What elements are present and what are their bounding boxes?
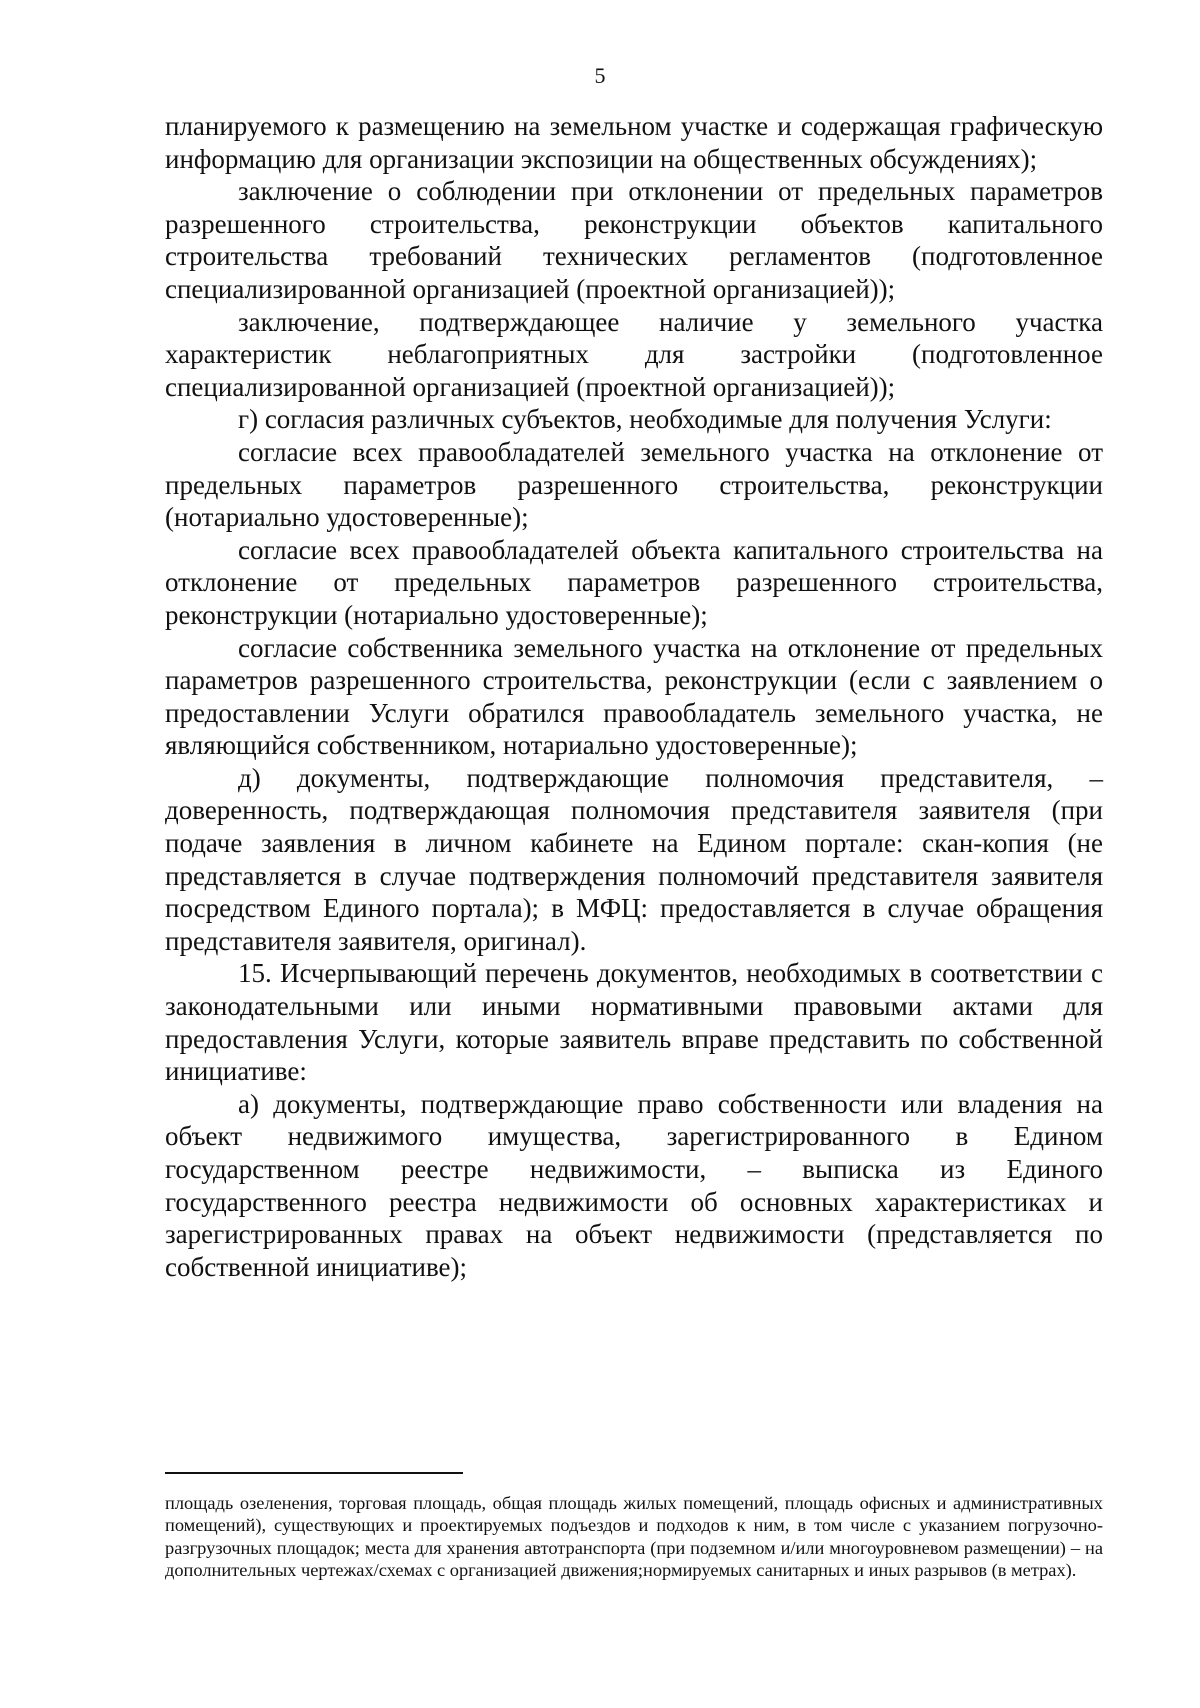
footnote-divider bbox=[165, 1472, 463, 1474]
paragraph-consent-building-owners: согласие всех правообладателей объекта капитального строительства на отклонение от предельных параметров разрешенного строительства, реконструкции (нотариально удостоверенные); bbox=[165, 534, 1103, 630]
page-number: 5 bbox=[594, 63, 606, 88]
footnote-text: площадь озеленения, торговая площадь, общая площадь жилых помещений, площадь офисных и административных помещений), существующих и проектируемых подъездов и подходов к ним, в том числе с указанием погрузочно-разгрузочных площадок; места для хранения автотранспорта (при подземном и/или многоуровневом размещении) – на дополнительных чертежах/схемах с организацией движения;нормируемых санитарных и иных разрывов (в метрах). bbox=[165, 1493, 1103, 1581]
paragraph-conclusion-compliance: заключение о соблюдении при отклонении от предельных параметров разрешенного строительства, реконструкции объектов капитального строительства требований технических регламентов (подготовленное специализированной организацией (проектной организацией)); bbox=[165, 176, 1103, 304]
paragraph-section-15: 15. Исчерпывающий перечень документов, необходимых в соответствии с законодательными или иными нормативными правовыми актами для предоставления Услуги, которые заявитель вправе представить по собственной инициативе: bbox=[165, 958, 1103, 1087]
paragraph-conclusion-unfavorable: заключение, подтверждающее наличие у земельного участка характеристик неблагоприятных для застройки (подготовленное специализированной организацией (проектной организацией)); bbox=[165, 306, 1103, 402]
main-text bbox=[165, 110, 1103, 1283]
paragraph-item-g-consents: г) согласия различных субъектов, необходимые для получения Услуги: bbox=[238, 404, 1052, 435]
paragraph-consent-land-owners: согласие всех правообладателей земельного участка на отклонение от предельных параметров разрешенного строительства, реконструкции (нотариально удостоверенные); bbox=[165, 436, 1103, 533]
paragraph-continuation: планируемого к размещению на земельном участке и содержащая графическую информацию для организации экспозиции на общественных обсуждениях); bbox=[165, 111, 1103, 174]
paragraph-consent-land-owner: согласие собственника земельного участка на отклонение от предельных параметров разрешенного строительства, реконструкции (если с заявлением о предоставлении Услуги обратился правообладатель земельного участка, не являющийся собственником, нотариально удостоверенные); bbox=[165, 632, 1103, 761]
paragraph-item-a-ownership: а) документы, подтверждающие право собственности или владения на объект недвижимого имущества, зарегистрированного в Едином государственном реестре недвижимости, – выписка из Единого государственного реестра недвижимости об основных характеристиках и зарегистрированных правах на объект недвижимости (представляется по собственной инициативе); bbox=[165, 1088, 1103, 1282]
paragraph-item-d-representative: д) документы, подтверждающие полномочия представителя, – доверенность, подтверждающая полномочия представителя заявителя (при подаче заявления в личном кабинете на Едином портале: скан-копия (не представляется в случае подтверждения полномочий представителя заявителя посредством Единого портала); в МФЦ: предоставляется в случае обращения представителя заявителя, оригинал). bbox=[165, 762, 1103, 956]
